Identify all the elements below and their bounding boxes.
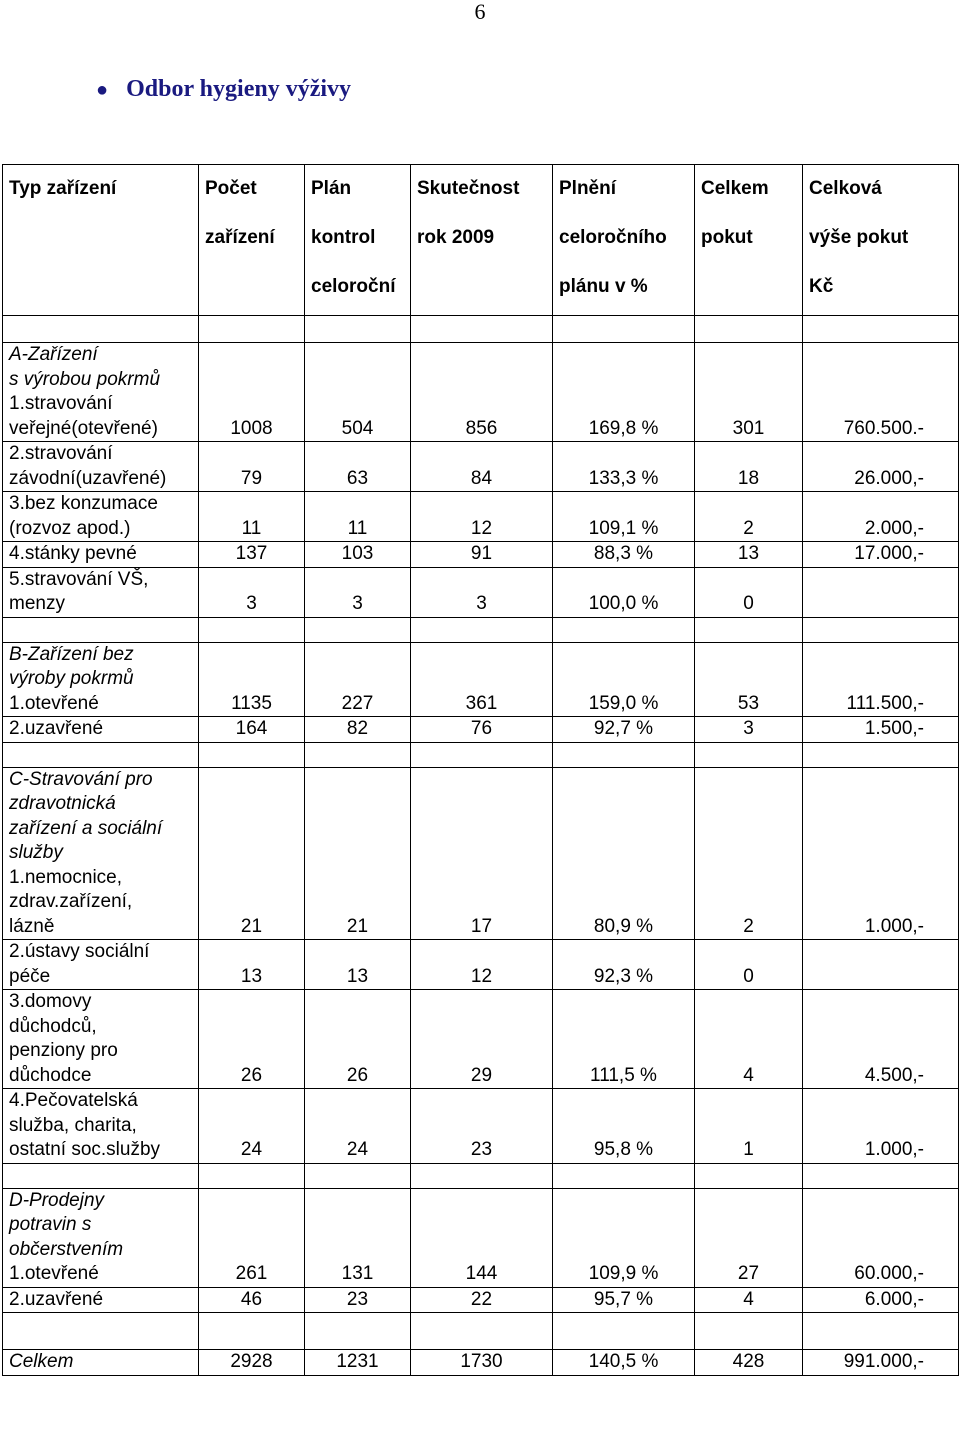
spacer-row: [3, 742, 959, 767]
empty-cell: [411, 1313, 553, 1350]
cell-fulfil: 92,7 %: [553, 717, 695, 743]
empty-cell: [199, 742, 305, 767]
total-count: 2928: [199, 1350, 305, 1376]
table-row: [3, 492, 959, 542]
cell-fulfil: 169,8 %: [553, 343, 695, 442]
column-header-line: [701, 263, 796, 312]
cell-fines: 53: [695, 642, 803, 717]
cell-actual: 144: [411, 1188, 553, 1287]
section-title-a: A-Zařízení s výrobou pokrmů: [9, 344, 161, 390]
cell-plan: 11: [305, 492, 411, 542]
empty-cell: [553, 1163, 695, 1188]
cell-fulfil: 95,8 %: [553, 1089, 695, 1164]
cell-count: 13: [199, 940, 305, 990]
total-fines: 428: [695, 1350, 803, 1376]
empty-cell: [695, 1163, 803, 1188]
column-header-count: [199, 165, 305, 316]
table-row: [3, 940, 959, 990]
row-label: 5.stravování VŠ, menzy: [3, 567, 199, 617]
cell-count: 261: [199, 1188, 305, 1287]
cell-fines: 13: [695, 542, 803, 568]
column-header-line: Celkem: [701, 178, 769, 200]
empty-cell: [553, 1313, 695, 1350]
cell-count: 137: [199, 542, 305, 568]
cell-plan: 504: [305, 343, 411, 442]
cell-fines: 0: [695, 567, 803, 617]
cell-count: 3: [199, 567, 305, 617]
column-header-line: [205, 263, 298, 312]
empty-cell: [695, 742, 803, 767]
cell-fulfil: 109,9 %: [553, 1188, 695, 1287]
cell-fines: 18: [695, 442, 803, 492]
cell-actual: 76: [411, 717, 553, 743]
cell-amount: [803, 567, 959, 617]
cell-amount: 6.000,-: [803, 1287, 959, 1313]
total-fulfil: 140,5 %: [553, 1350, 695, 1376]
column-header-line: [9, 214, 192, 263]
cell-actual: 22: [411, 1287, 553, 1313]
empty-cell: [3, 1163, 199, 1188]
section-heading: [96, 74, 351, 105]
cell-fulfil: 95,7 %: [553, 1287, 695, 1313]
cell-amount: 760.500.-: [803, 343, 959, 442]
empty-cell: [803, 742, 959, 767]
column-header-line: rok 2009: [417, 227, 495, 249]
cell-actual: 91: [411, 542, 553, 568]
cell-fines: 0: [695, 940, 803, 990]
spacer-row: [3, 1163, 959, 1188]
column-header-line: Plnění: [559, 178, 617, 200]
empty-cell: [803, 1313, 959, 1350]
column-header-type: [3, 165, 199, 316]
cell-amount: 26.000,-: [803, 442, 959, 492]
cell-fulfil: 159,0 %: [553, 642, 695, 717]
row-label: 4.stánky pevné: [3, 542, 199, 568]
cell-plan: 131: [305, 1188, 411, 1287]
empty-cell: [803, 316, 959, 343]
empty-cell: [553, 316, 695, 343]
cell-actual: 361: [411, 642, 553, 717]
table-row: [3, 642, 959, 717]
cell-plan: 227: [305, 642, 411, 717]
row-label: C-Stravování pro zdravotnická zařízení a sociální služby 1.nemocnice, zdrav.zařízení, lázně: [3, 767, 199, 940]
empty-cell: [803, 1163, 959, 1188]
column-header-line: celoročního: [559, 227, 667, 249]
empty-cell: [695, 617, 803, 642]
empty-cell: [199, 1163, 305, 1188]
cell-fines: 4: [695, 1287, 803, 1313]
column-header-line: Skutečnost: [417, 178, 520, 200]
inspection-table: [2, 164, 959, 1376]
column-header-fines: [695, 165, 803, 316]
cell-amount: 2.000,-: [803, 492, 959, 542]
cell-plan: 24: [305, 1089, 411, 1164]
cell-plan: 13: [305, 940, 411, 990]
cell-fulfil: 111,5 %: [553, 990, 695, 1089]
empty-cell: [411, 316, 553, 343]
column-header-line: Počet: [205, 178, 257, 200]
cell-count: 24: [199, 1089, 305, 1164]
cell-amount: 1.500,-: [803, 717, 959, 743]
table-row: [3, 542, 959, 568]
table-row: [3, 343, 959, 442]
empty-cell: [803, 617, 959, 642]
cell-actual: 3: [411, 567, 553, 617]
cell-amount: [803, 940, 959, 990]
column-header-line: Plán: [311, 178, 352, 200]
section-title-b: B-Zařízení bez výroby pokrmů: [9, 643, 134, 689]
cell-fulfil: 80,9 %: [553, 767, 695, 940]
section-title-c: C-Stravování pro zdravotnická zařízení a sociální služby: [9, 768, 163, 863]
bullet-icon: ●: [96, 79, 109, 101]
cell-actual: 29: [411, 990, 553, 1089]
table-row: [3, 1287, 959, 1313]
row-label: B-Zařízení bez výroby pokrmů 1.otevřené: [3, 642, 199, 717]
cell-count: 79: [199, 442, 305, 492]
cell-fines: 2: [695, 492, 803, 542]
empty-cell: [553, 617, 695, 642]
cell-fines: 301: [695, 343, 803, 442]
table-row: [3, 567, 959, 617]
row-label: 4.Pečovatelská služba, charita, ostatní soc.služby: [3, 1089, 199, 1164]
empty-cell: [553, 742, 695, 767]
empty-cell: [695, 316, 803, 343]
column-header-line: celoroční: [311, 276, 396, 298]
empty-cell: [3, 316, 199, 343]
cell-plan: 82: [305, 717, 411, 743]
cell-fulfil: 88,3 %: [553, 542, 695, 568]
cell-count: 21: [199, 767, 305, 940]
cell-amount: 1.000,-: [803, 767, 959, 940]
cell-actual: 84: [411, 442, 553, 492]
cell-fulfil: 109,1 %: [553, 492, 695, 542]
table-row: [3, 767, 959, 940]
section-heading-text: Odbor hygieny výživy: [126, 76, 352, 102]
spacer-row: [3, 617, 959, 642]
empty-cell: [199, 1313, 305, 1350]
cell-amount: 17.000,-: [803, 542, 959, 568]
cell-count: 164: [199, 717, 305, 743]
empty-cell: [305, 742, 411, 767]
column-header-line: [417, 263, 546, 312]
cell-plan: 21: [305, 767, 411, 940]
section-title-d: D-Prodejny potravin s občerstvením: [9, 1189, 124, 1260]
cell-actual: 23: [411, 1089, 553, 1164]
total-label: Celkem: [3, 1350, 199, 1376]
column-header-line: Kč: [809, 276, 834, 298]
cell-fines: 2: [695, 767, 803, 940]
row-label: D-Prodejny potravin s občerstvením 1.otevřené: [3, 1188, 199, 1287]
empty-cell: [199, 316, 305, 343]
empty-cell: [3, 742, 199, 767]
column-header-line: Typ zařízení: [9, 178, 117, 200]
cell-plan: 3: [305, 567, 411, 617]
empty-cell: [695, 1313, 803, 1350]
table-header-row: [3, 165, 959, 316]
empty-cell: [3, 617, 199, 642]
cell-count: 11: [199, 492, 305, 542]
column-header-line: výše pokut: [809, 227, 909, 249]
cell-fulfil: 92,3 %: [553, 940, 695, 990]
cell-amount: 111.500,-: [803, 642, 959, 717]
table-row: [3, 1089, 959, 1164]
column-header-line: pokut: [701, 227, 753, 249]
cell-fines: 4: [695, 990, 803, 1089]
cell-count: 1135: [199, 642, 305, 717]
total-row: [3, 1350, 959, 1376]
empty-cell: [411, 617, 553, 642]
column-header-line: plánu v %: [559, 276, 648, 298]
cell-fines: 3: [695, 717, 803, 743]
cell-actual: 856: [411, 343, 553, 442]
page-number: 6: [474, 0, 486, 24]
spacer-row: [3, 316, 959, 343]
empty-cell: [305, 617, 411, 642]
column-header-actual: [411, 165, 553, 316]
table-row: [3, 1188, 959, 1287]
row-label: 2.uzavřené: [3, 1287, 199, 1313]
total-amount: 991.000,-: [803, 1350, 959, 1376]
cell-amount: 1.000,-: [803, 1089, 959, 1164]
cell-fines: 1: [695, 1089, 803, 1164]
table-row: [3, 717, 959, 743]
cell-actual: 17: [411, 767, 553, 940]
cell-fulfil: 100,0 %: [553, 567, 695, 617]
row-label: 3.bez konzumace (rozvoz apod.): [3, 492, 199, 542]
empty-cell: [199, 617, 305, 642]
cell-amount: 4.500,-: [803, 990, 959, 1089]
column-header-plan: [305, 165, 411, 316]
row-label: 2.stravování závodní(uzavřené): [3, 442, 199, 492]
row-label: 2.uzavřené: [3, 717, 199, 743]
empty-cell: [411, 1163, 553, 1188]
cell-fines: 27: [695, 1188, 803, 1287]
table-body: [3, 316, 959, 1376]
empty-cell: [305, 1163, 411, 1188]
cell-plan: 26: [305, 990, 411, 1089]
cell-actual: 12: [411, 940, 553, 990]
row-label: 2.ústavy sociální péče: [3, 940, 199, 990]
empty-cell: [305, 1313, 411, 1350]
cell-plan: 103: [305, 542, 411, 568]
empty-cell: [3, 1313, 199, 1350]
row-label: A-Zařízení s výrobou pokrmů 1.stravování veřejné(otevřené): [3, 343, 199, 442]
total-actual: 1730: [411, 1350, 553, 1376]
cell-count: 1008: [199, 343, 305, 442]
table-row: [3, 442, 959, 492]
cell-amount: 60.000,-: [803, 1188, 959, 1287]
cell-count: 46: [199, 1287, 305, 1313]
column-header-fulfil: [553, 165, 695, 316]
row-label: 3.domovy důchodců, penziony pro důchodce: [3, 990, 199, 1089]
empty-cell: [305, 316, 411, 343]
cell-count: 26: [199, 990, 305, 1089]
column-header-line: zařízení: [205, 227, 275, 249]
column-header-amount: [803, 165, 959, 316]
cell-plan: 63: [305, 442, 411, 492]
column-header-line: kontrol: [311, 227, 376, 249]
spacer-row: [3, 1313, 959, 1350]
column-header-line: [9, 263, 192, 312]
total-plan: 1231: [305, 1350, 411, 1376]
column-header-line: Celková: [809, 178, 882, 200]
cell-fulfil: 133,3 %: [553, 442, 695, 492]
cell-actual: 12: [411, 492, 553, 542]
table-row: [3, 990, 959, 1089]
cell-plan: 23: [305, 1287, 411, 1313]
empty-cell: [411, 742, 553, 767]
